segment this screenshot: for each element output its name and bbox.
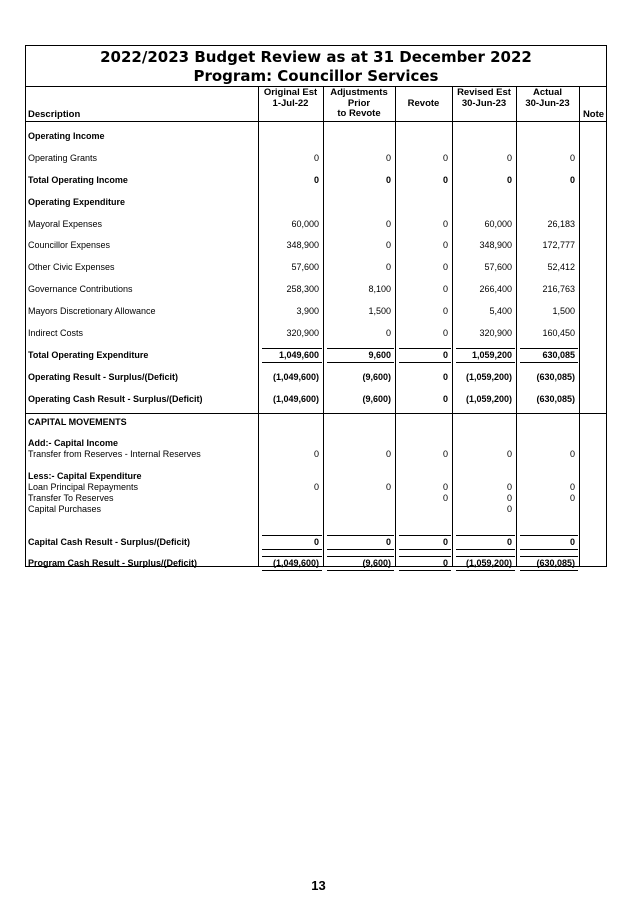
revised-est-cell: 5,400 [489,306,512,316]
row-description: Councillor Expenses [28,240,111,250]
total-underline [399,549,451,550]
revised-est-cell: 0 [506,449,512,459]
row-description: Mayoral Expenses [28,219,103,229]
adjustments-cell: 0 [385,240,391,250]
revised-est-cell: (1,059,200) [465,558,512,568]
total-underline [262,348,322,349]
actual-cell: 0 [569,537,575,547]
budget-review-table [25,45,607,567]
total-underline [262,362,322,363]
header-actual [516,88,579,109]
row-description: Transfer from Reserves - Internal Reserves [28,449,201,459]
row-description: Less:- Capital Expenditure [28,471,142,481]
revote-cell: 0 [442,284,448,294]
actual-cell: (630,085) [536,394,575,404]
row-description: Mayors Discretionary Allowance [28,306,156,316]
actual-cell: (630,085) [536,558,575,568]
header-adjustments-line1: Adjustments [330,87,388,98]
revised-est-cell: 0 [506,493,512,503]
revote-cell: 0 [442,449,448,459]
original-est-cell: (1,049,600) [272,558,319,568]
header-adjustments [323,88,395,120]
revote-cell: 0 [442,537,448,547]
total-underline [399,362,451,363]
actual-cell: 0 [569,449,575,459]
original-est-cell: 258,300 [286,284,319,294]
row-description: Total Operating Expenditure [28,350,149,360]
revised-est-cell: 57,600 [484,262,512,272]
total-underline [399,556,451,557]
revised-est-cell: 0 [506,175,512,185]
revote-cell: 0 [442,394,448,404]
revote-cell: 0 [442,153,448,163]
revised-est-cell: 348,900 [479,240,512,250]
row-description: Program Cash Result - Surplus/(Deficit) [28,558,198,568]
total-underline [520,549,578,550]
original-est-cell: (1,049,600) [272,394,319,404]
revised-est-cell: 0 [506,482,512,492]
actual-cell: 172,777 [542,240,575,250]
col-divider-actual [516,86,517,566]
adjustments-cell: 9,600 [368,350,391,360]
total-underline [327,535,394,536]
actual-cell: 0 [569,153,575,163]
header-adjustments-line3: to Revote [337,108,381,119]
revote-cell: 0 [442,306,448,316]
original-est-cell: 3,900 [296,306,319,316]
original-est-cell: 0 [313,153,319,163]
row-description: Indirect Costs [28,328,84,338]
total-underline [327,549,394,550]
revote-cell: 0 [442,328,448,338]
revised-est-cell: 266,400 [479,284,512,294]
total-underline [456,556,515,557]
row-description: Operating Income [28,131,105,141]
revised-est-cell: (1,059,200) [465,394,512,404]
adjustments-cell: (9,600) [362,394,391,404]
header-revised-est [452,88,516,109]
original-est-cell: 1,049,600 [278,350,319,360]
header-description: Description [28,109,81,120]
total-underline [520,348,578,349]
header-actual-line2: 30-Jun-23 [525,97,570,109]
total-underline [262,556,322,557]
original-est-cell: 60,000 [291,219,319,229]
adjustments-cell: 0 [385,153,391,163]
adjustments-cell: 1,500 [368,306,391,316]
row-description: Capital Purchases [28,504,102,514]
col-divider-revote [395,86,396,566]
original-est-cell: (1,049,600) [272,372,319,382]
header-revised-line1: Revised Est [457,87,511,98]
row-description: Capital Cash Result - Surplus/(Deficit) [28,537,191,547]
original-est-cell: 0 [313,175,319,185]
total-underline [399,348,451,349]
total-underline [520,556,578,557]
adjustments-cell: 8,100 [368,284,391,294]
total-underline [327,348,394,349]
original-est-cell: 0 [313,449,319,459]
revote-cell: 0 [442,240,448,250]
total-underline [456,549,515,550]
page-number: 13 [311,878,326,893]
revote-cell: 0 [442,350,448,360]
original-est-cell: 348,900 [286,240,319,250]
revised-est-cell: 0 [506,504,512,514]
total-underline [456,570,515,571]
total-underline [327,556,394,557]
original-est-cell: 57,600 [291,262,319,272]
header-bottom-rule [26,121,606,122]
page-title: 2022/2023 Budget Review as at 31 December 2022 [100,48,532,66]
header-original-line1: Original Est [263,87,318,98]
actual-cell: 0 [569,175,575,185]
actual-cell: 216,763 [542,284,575,294]
total-underline [262,535,322,536]
row-description: Add:- Capital Income [28,438,119,448]
total-underline [327,362,394,363]
header-revote: Revote [407,98,440,109]
col-divider-note [579,86,580,566]
total-underline [399,570,451,571]
actual-cell: 0 [569,482,575,492]
col-divider-revised [452,86,453,566]
total-underline [520,535,578,536]
header-revised-line2: 30-Jun-23 [461,97,507,109]
total-underline [456,362,515,363]
actual-cell: 52,412 [547,262,575,272]
col-divider-original [258,86,259,566]
actual-cell: 0 [569,493,575,503]
actual-cell: (630,085) [536,372,575,382]
actual-cell: 26,183 [547,219,575,229]
header-original-est [258,88,323,109]
row-description: Governance Contributions [28,284,133,294]
revised-est-cell: 320,900 [479,328,512,338]
actual-cell: 160,450 [542,328,575,338]
adjustments-cell: 0 [385,262,391,272]
capital-section-rule [26,413,606,414]
revote-cell: 0 [442,493,448,503]
revote-cell: 0 [442,219,448,229]
row-description: CAPITAL MOVEMENTS [28,417,127,427]
adjustments-cell: 0 [385,482,391,492]
original-est-cell: 0 [313,537,319,547]
revote-cell: 0 [442,558,448,568]
total-underline [520,362,578,363]
original-est-cell: 0 [313,482,319,492]
row-description: Loan Principal Repayments [28,482,139,492]
revised-est-cell: 1,059,200 [471,350,512,360]
total-underline [262,570,322,571]
revote-cell: 0 [442,482,448,492]
row-description: Transfer To Reserves [28,493,114,503]
row-description: Operating Grants [28,153,98,163]
adjustments-cell: 0 [385,175,391,185]
revised-est-cell: 0 [506,537,512,547]
revised-est-cell: (1,059,200) [465,372,512,382]
header-adjustments-line2: Prior [347,97,371,109]
header-actual-line1: Actual [532,87,563,98]
col-divider-adjustments [323,86,324,566]
row-description: Operating Cash Result - Surplus/(Deficit) [28,394,203,404]
revised-est-cell: 0 [506,153,512,163]
total-underline [520,570,578,571]
row-description: Total Operating Income [28,175,128,185]
adjustments-cell: 0 [385,219,391,229]
total-underline [262,549,322,550]
adjustments-cell: (9,600) [362,372,391,382]
actual-cell: 1,500 [552,306,575,316]
revote-cell: 0 [442,175,448,185]
row-description: Other Civic Expenses [28,262,115,272]
revised-est-cell: 60,000 [484,219,512,229]
actual-cell: 630,085 [542,350,575,360]
adjustments-cell: 0 [385,537,391,547]
header-original-line2: 1-Jul-22 [272,97,309,109]
adjustments-cell: 0 [385,449,391,459]
adjustments-cell: 0 [385,328,391,338]
revote-cell: 0 [442,262,448,272]
adjustments-cell: (9,600) [362,558,391,568]
row-description: Operating Result - Surplus/(Deficit) [28,372,179,382]
program-subtitle: Program: Councillor Services [193,67,439,85]
total-underline [399,535,451,536]
total-underline [456,535,515,536]
total-underline [456,348,515,349]
total-underline [327,570,394,571]
revote-cell: 0 [442,372,448,382]
original-est-cell: 320,900 [286,328,319,338]
row-description: Operating Expenditure [28,197,126,207]
header-note: Note [582,109,605,120]
